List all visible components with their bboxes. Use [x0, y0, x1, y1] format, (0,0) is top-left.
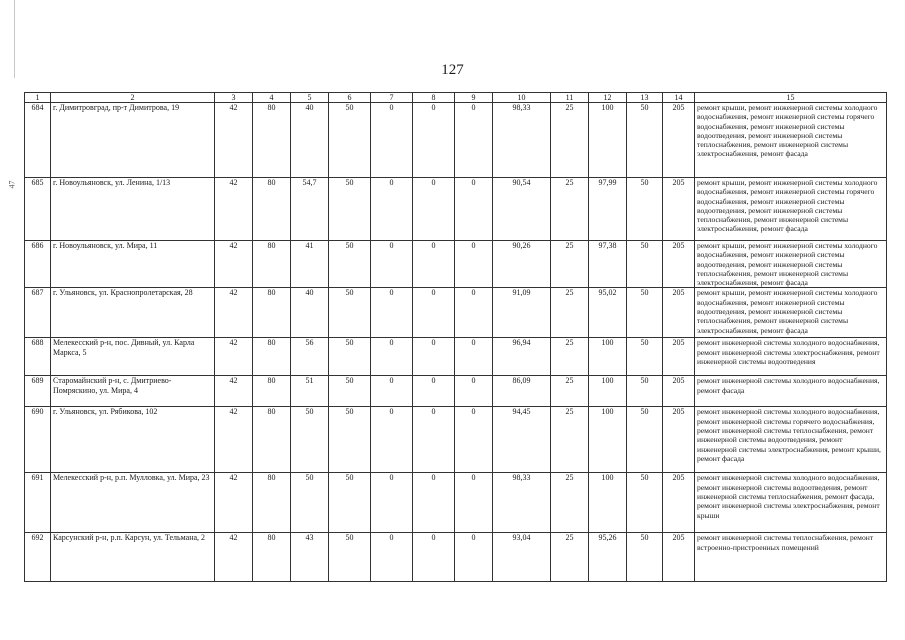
value-cell-14: 205 [663, 178, 695, 241]
column-header-1: 1 [25, 93, 51, 103]
value-cell-8: 0 [413, 533, 455, 582]
value-cell-3: 42 [215, 407, 253, 473]
value-cell-12: 95,02 [589, 288, 627, 338]
value-cell-12: 100 [589, 376, 627, 407]
value-cell-13: 50 [627, 533, 663, 582]
value-cell-10: 98,33 [493, 103, 551, 178]
value-cell-6: 50 [329, 338, 371, 376]
column-header-15: 15 [695, 93, 887, 103]
value-cell-5: 56 [291, 338, 329, 376]
address-cell: г. Ульяновск, ул. Рябикова, 102 [51, 407, 215, 473]
work-list-cell: ремонт крыши, ремонт инженерной системы холодного водоснабжения, ремонт инженерной системы горячего водоснабжения, ремонт инженерной системы водоотведения, ремонт инженерной системы теплоснабжения, ремонт инженерной системы электроснабжения, ремонт фасада [695, 103, 887, 178]
table-row [25, 376, 887, 407]
value-cell-6: 50 [329, 407, 371, 473]
work-list-cell: ремонт крыши, ремонт инженерной системы холодного водоснабжения, ремонт инженерной системы водоотведения, ремонт инженерной системы теплоснабжения, ремонт инженерной системы электроснабжения, ремонт фасада [695, 288, 887, 338]
value-cell-9: 0 [455, 533, 493, 582]
table-row [25, 178, 887, 241]
value-cell-12: 97,99 [589, 178, 627, 241]
value-cell-4: 80 [253, 103, 291, 178]
value-cell-13: 50 [627, 241, 663, 288]
value-cell-14: 205 [663, 376, 695, 407]
value-cell-12: 95,26 [589, 533, 627, 582]
column-header-12: 12 [589, 93, 627, 103]
row-number-cell: 687 [25, 288, 51, 338]
value-cell-5: 40 [291, 288, 329, 338]
column-header-14: 14 [663, 93, 695, 103]
value-cell-8: 0 [413, 178, 455, 241]
value-cell-14: 205 [663, 407, 695, 473]
value-cell-3: 42 [215, 288, 253, 338]
value-cell-14: 205 [663, 103, 695, 178]
margin-mark: 47 [7, 180, 17, 189]
column-header-4: 4 [253, 93, 291, 103]
value-cell-7: 0 [371, 288, 413, 338]
value-cell-9: 0 [455, 473, 493, 533]
work-list-cell: ремонт инженерной системы холодного водоснабжения, ремонт инженерной системы водоотведения, ремонт инженерной системы теплоснабжения, ремонт фасада, ремонт инженерной системы электроснабжения, ремонт крыши [695, 473, 887, 533]
column-header-5: 5 [291, 93, 329, 103]
value-cell-3: 42 [215, 533, 253, 582]
value-cell-5: 50 [291, 407, 329, 473]
value-cell-12: 97,38 [589, 241, 627, 288]
value-cell-13: 50 [627, 103, 663, 178]
value-cell-13: 50 [627, 473, 663, 533]
value-cell-9: 0 [455, 288, 493, 338]
row-number-cell: 689 [25, 376, 51, 407]
column-header-11: 11 [551, 93, 589, 103]
column-header-13: 13 [627, 93, 663, 103]
value-cell-9: 0 [455, 338, 493, 376]
value-cell-3: 42 [215, 376, 253, 407]
value-cell-3: 42 [215, 103, 253, 178]
table-row [25, 407, 887, 473]
value-cell-8: 0 [413, 338, 455, 376]
value-cell-12: 100 [589, 473, 627, 533]
address-cell: Мелекесский р-н, р.п. Мулловка, ул. Мира, 23 [51, 473, 215, 533]
value-cell-9: 0 [455, 241, 493, 288]
value-cell-8: 0 [413, 288, 455, 338]
value-cell-10: 94,45 [493, 407, 551, 473]
row-number-cell: 691 [25, 473, 51, 533]
value-cell-5: 41 [291, 241, 329, 288]
address-cell: г. Димитровград, пр-т Димитрова, 19 [51, 103, 215, 178]
value-cell-12: 100 [589, 338, 627, 376]
value-cell-7: 0 [371, 241, 413, 288]
value-cell-11: 25 [551, 533, 589, 582]
address-cell: г. Новоульяновск, ул. Мира, 11 [51, 241, 215, 288]
value-cell-7: 0 [371, 338, 413, 376]
value-cell-10: 86,09 [493, 376, 551, 407]
value-cell-12: 100 [589, 103, 627, 178]
value-cell-10: 91,09 [493, 288, 551, 338]
table-row [25, 103, 887, 178]
address-cell: Мелекесский р-н, пос. Дивный, ул. Карла Маркса, 5 [51, 338, 215, 376]
column-header-6: 6 [329, 93, 371, 103]
value-cell-11: 25 [551, 473, 589, 533]
address-cell: Карсунский р-н, р.п. Карсун, ул. Тельмана, 2 [51, 533, 215, 582]
value-cell-5: 40 [291, 103, 329, 178]
value-cell-9: 0 [455, 178, 493, 241]
value-cell-11: 25 [551, 178, 589, 241]
value-cell-6: 50 [329, 103, 371, 178]
table-row [25, 338, 887, 376]
value-cell-4: 80 [253, 473, 291, 533]
value-cell-13: 50 [627, 407, 663, 473]
value-cell-11: 25 [551, 288, 589, 338]
value-cell-5: 50 [291, 473, 329, 533]
value-cell-13: 50 [627, 178, 663, 241]
column-header-7: 7 [371, 93, 413, 103]
value-cell-5: 51 [291, 376, 329, 407]
value-cell-4: 80 [253, 338, 291, 376]
row-number-cell: 688 [25, 338, 51, 376]
value-cell-4: 80 [253, 178, 291, 241]
value-cell-11: 25 [551, 338, 589, 376]
value-cell-13: 50 [627, 376, 663, 407]
value-cell-7: 0 [371, 178, 413, 241]
value-cell-4: 80 [253, 533, 291, 582]
value-cell-7: 0 [371, 533, 413, 582]
work-list-cell: ремонт крыши, ремонт инженерной системы холодного водоснабжения, ремонт инженерной системы горячего водоснабжения, ремонт инженерной системы водоотведения, ремонт инженерной системы теплоснабжения, ремонт инженерной системы электроснабжения, ремонт фасада [695, 178, 887, 241]
value-cell-7: 0 [371, 376, 413, 407]
value-cell-6: 50 [329, 241, 371, 288]
value-cell-9: 0 [455, 407, 493, 473]
value-cell-10: 96,94 [493, 338, 551, 376]
row-number-cell: 684 [25, 103, 51, 178]
address-cell: Старомайнский р-н, с. Дмитриево-Помряскино, ул. Мира, 4 [51, 376, 215, 407]
value-cell-4: 80 [253, 288, 291, 338]
value-cell-10: 98,33 [493, 473, 551, 533]
value-cell-7: 0 [371, 407, 413, 473]
value-cell-3: 42 [215, 473, 253, 533]
table-row [25, 533, 887, 582]
value-cell-11: 25 [551, 407, 589, 473]
value-cell-14: 205 [663, 338, 695, 376]
value-cell-6: 50 [329, 178, 371, 241]
value-cell-4: 80 [253, 241, 291, 288]
address-cell: г. Новоульяновск, ул. Ленина, 1/13 [51, 178, 215, 241]
row-number-cell: 692 [25, 533, 51, 582]
value-cell-6: 50 [329, 473, 371, 533]
table-row [25, 473, 887, 533]
value-cell-11: 25 [551, 376, 589, 407]
table-row [25, 241, 887, 288]
value-cell-9: 0 [455, 376, 493, 407]
value-cell-8: 0 [413, 103, 455, 178]
value-cell-12: 100 [589, 407, 627, 473]
value-cell-6: 50 [329, 288, 371, 338]
address-cell: г. Ульяновск, ул. Краснопролетарская, 28 [51, 288, 215, 338]
value-cell-13: 50 [627, 338, 663, 376]
value-cell-14: 205 [663, 241, 695, 288]
value-cell-5: 43 [291, 533, 329, 582]
value-cell-10: 90,54 [493, 178, 551, 241]
value-cell-7: 0 [371, 103, 413, 178]
value-cell-13: 50 [627, 288, 663, 338]
header-row [25, 93, 887, 103]
column-header-9: 9 [455, 93, 493, 103]
value-cell-8: 0 [413, 407, 455, 473]
column-header-10: 10 [493, 93, 551, 103]
work-list-cell: ремонт инженерной системы теплоснабжения, ремонт встроенно-пристроенных помещений [695, 533, 887, 582]
value-cell-8: 0 [413, 376, 455, 407]
column-header-2: 2 [51, 93, 215, 103]
data-table [24, 92, 887, 582]
value-cell-3: 42 [215, 338, 253, 376]
value-cell-3: 42 [215, 241, 253, 288]
table-row [25, 288, 887, 338]
row-number-cell: 686 [25, 241, 51, 288]
work-list-cell: ремонт инженерной системы холодного водоснабжения, ремонт фасада [695, 376, 887, 407]
value-cell-11: 25 [551, 241, 589, 288]
page-number: 127 [441, 62, 464, 78]
value-cell-8: 0 [413, 241, 455, 288]
row-number-cell: 685 [25, 178, 51, 241]
table-body [25, 103, 887, 582]
value-cell-7: 0 [371, 473, 413, 533]
work-list-cell: ремонт инженерной системы холодного водоснабжения, ремонт инженерной системы горячего водоснабжения, ремонт инженерной системы теплоснабжения, ремонт инженерной системы водоотведения, ремонт инженерной системы электроснабжения, ремонт крыши, ремонт фасада [695, 407, 887, 473]
value-cell-8: 0 [413, 473, 455, 533]
work-list-cell: ремонт крыши, ремонт инженерной системы холодного водоснабжения, ремонт инженерной системы водоотведения, ремонт инженерной системы теплоснабжения, ремонт инженерной системы электроснабжения, ремонт фасада [695, 241, 887, 288]
column-header-8: 8 [413, 93, 455, 103]
value-cell-10: 90,26 [493, 241, 551, 288]
value-cell-6: 50 [329, 376, 371, 407]
work-list-cell: ремонт инженерной системы холодного водоснабжения, ремонт инженерной системы электроснабжения, ремонт инженерной системы водоотведения [695, 338, 887, 376]
value-cell-5: 54,7 [291, 178, 329, 241]
value-cell-14: 205 [663, 473, 695, 533]
value-cell-3: 42 [215, 178, 253, 241]
column-header-3: 3 [215, 93, 253, 103]
value-cell-4: 80 [253, 376, 291, 407]
value-cell-6: 50 [329, 533, 371, 582]
value-cell-11: 25 [551, 103, 589, 178]
value-cell-9: 0 [455, 103, 493, 178]
value-cell-14: 205 [663, 288, 695, 338]
row-number-cell: 690 [25, 407, 51, 473]
value-cell-4: 80 [253, 407, 291, 473]
value-cell-10: 93,04 [493, 533, 551, 582]
value-cell-14: 205 [663, 533, 695, 582]
